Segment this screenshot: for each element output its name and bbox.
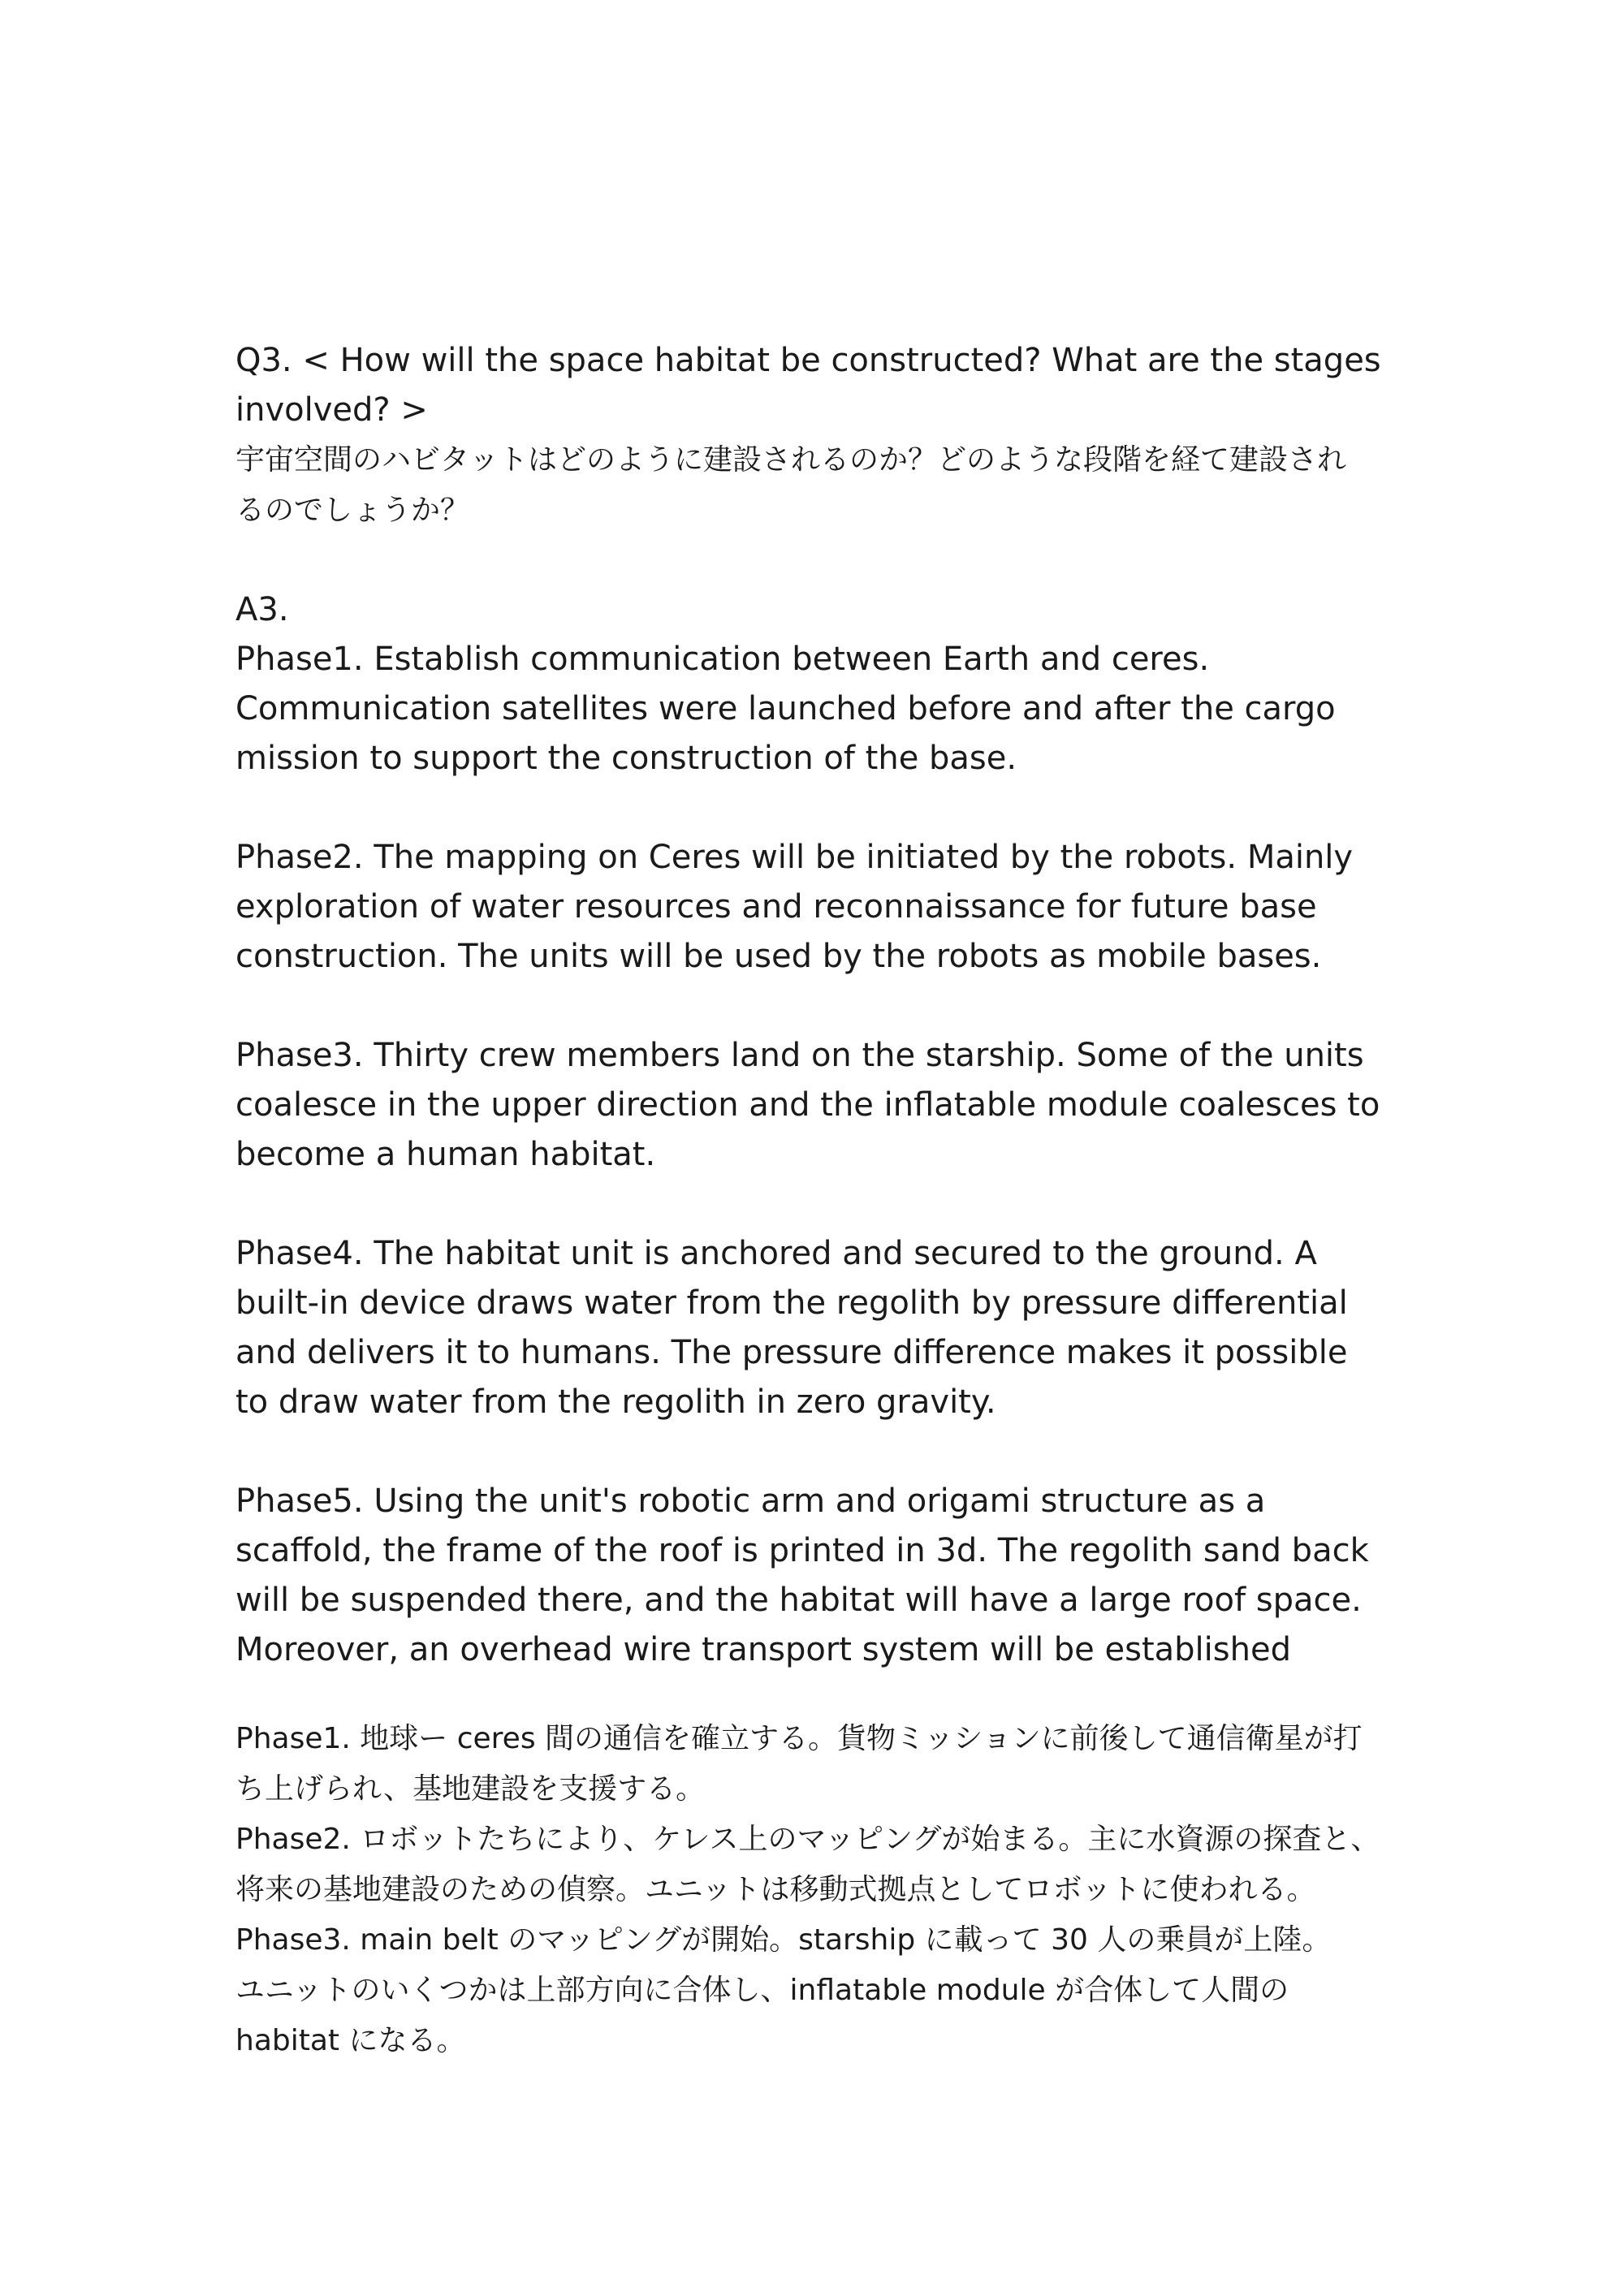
paragraph-line: Communication satellites were launched before and after the cargo (235, 690, 1336, 727)
question-line: involved? > (235, 391, 428, 429)
spacer (235, 1675, 1413, 1714)
paragraph-line: Phase4. The habitat unit is anchored and secured to the ground. A (235, 1235, 1317, 1272)
paragraph-line: exploration of water resources and reconnaissance for future base (235, 888, 1317, 926)
spacer (235, 1180, 1413, 1229)
answer-label: A3. (235, 591, 289, 628)
phase-3-paragraph (235, 1031, 1413, 1180)
japanese-line: habitat になる。 (235, 2024, 466, 2057)
phase-4-paragraph (235, 1229, 1413, 1427)
spacer (235, 536, 1413, 585)
paragraph-line: Phase2. The mapping on Ceres will be initiated by the robots. Mainly (235, 839, 1354, 876)
japanese-line: Phase2. ロボットたちにより、ケレス上のマッピングが始まる。主に水資源の探査と、 (235, 1823, 1380, 1856)
japanese-line: ユニットのいくつかは上部方向に合体し、inflatable module が合体して人間の (235, 1974, 1289, 2007)
paragraph-line: become a human habitat. (235, 1136, 656, 1173)
spacer (235, 1427, 1413, 1477)
question-japanese-line: 宇宙空間のハビタットはどのように建設されるのか？どのような段階を経て建設され (235, 443, 1347, 477)
japanese-line: Phase1. 地球ー ceres 間の通信を確立する。貨物ミッションに前後して通信衛星が打 (235, 1722, 1363, 1755)
japanese-phases-block (235, 1714, 1413, 2066)
question-line: Q3. < How will the space habitat be constructed? What are the stages (235, 342, 1381, 379)
paragraph-line: Phase5. Using the unit's robotic arm and origami structure as a (235, 1482, 1266, 1520)
document-body (235, 336, 1413, 2066)
japanese-line: 将来の基地建設のための偵察。ユニットは移動式拠点としてロボットに使われる。 (235, 1873, 1316, 1906)
answer-block (235, 585, 1413, 2066)
spacer (235, 982, 1413, 1031)
question-japanese-line: るのでしょうか？ (235, 494, 470, 527)
phase-1-paragraph (235, 635, 1413, 783)
japanese-line: Phase3. main belt のマッピングが開始。starship に載って 30 人の乗員が上陸。 (235, 1923, 1332, 1957)
paragraph-line: Phase3. Thirty crew members land on the starship. Some of the units (235, 1037, 1364, 1074)
paragraph-line: mission to support the construction of the base. (235, 740, 1017, 777)
paragraph-line: coalesce in the upper direction and the inflatable module coalesces to (235, 1086, 1380, 1124)
phase-2-paragraph (235, 833, 1413, 982)
spacer (235, 783, 1413, 833)
phase-5-paragraph (235, 1477, 1413, 1675)
paragraph-line: scaffold, the frame of the roof is printed in 3d. The regolith sand back (235, 1532, 1369, 1569)
paragraph-line: to draw water from the regolith in zero gravity. (235, 1383, 996, 1421)
paragraph-line: built-in device draws water from the regolith by pressure differential (235, 1284, 1348, 1322)
question-block (235, 336, 1413, 536)
paragraph-line: construction. The units will be used by the robots as mobile bases. (235, 938, 1322, 975)
paragraph-line: will be suspended there, and the habitat will have a large roof space. (235, 1582, 1362, 1619)
paragraph-line: and delivers it to humans. The pressure difference makes it possible (235, 1334, 1348, 1371)
paragraph-line: Phase1. Establish communication between Earth and ceres. (235, 641, 1210, 678)
paragraph-line: Moreover, an overhead wire transport system will be established (235, 1631, 1291, 1668)
japanese-line: ち上げられ、基地建設を支援する。 (235, 1772, 706, 1806)
